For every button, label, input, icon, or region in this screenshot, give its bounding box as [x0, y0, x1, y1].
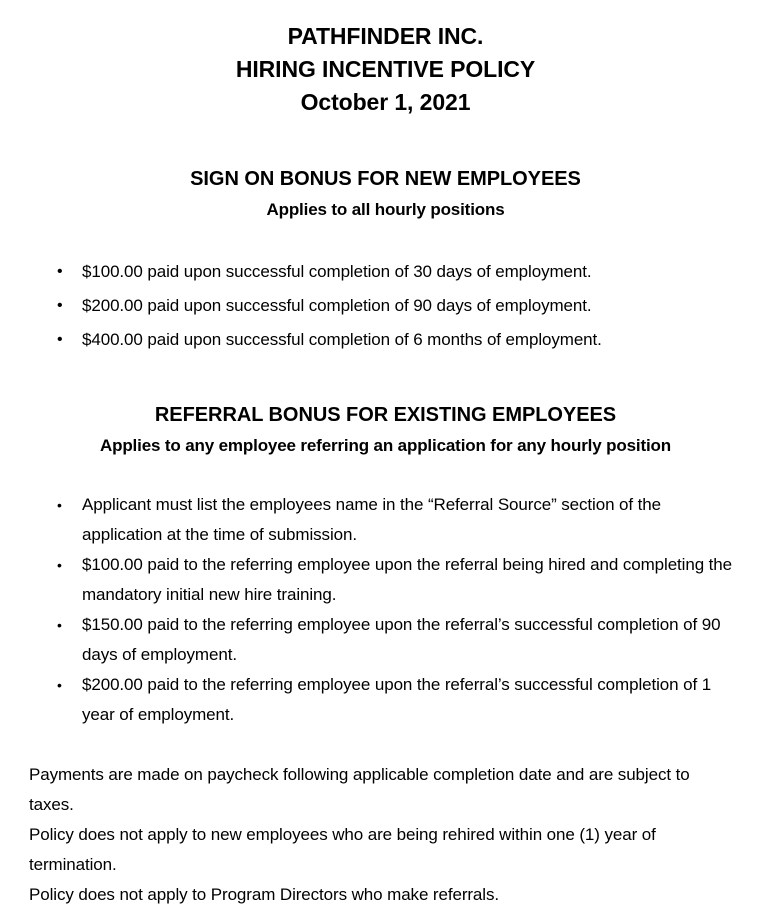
section-title: SIGN ON BONUS FOR NEW EMPLOYEES [190, 168, 581, 190]
closing-paragraph: Policy does not apply to Program Directors who make referrals. [29, 885, 499, 904]
spacer-after-title [29, 119, 742, 164]
section-subtitle: Applies to all hourly positions [266, 200, 505, 219]
list-item: • $200.00 paid upon successful completion of 90 days of employment. [29, 290, 742, 321]
closing-paragraph: Payments are made on paycheck following applicable completion date and are subject to taxes. [29, 765, 690, 814]
section-title: REFERRAL BONUS FOR EXISTING EMPLOYEES [154, 404, 617, 426]
document-title-block [29, 20, 742, 119]
policy-name: HIRING INCENTIVE POLICY [235, 56, 536, 82]
spacer-before-referral-list [29, 460, 742, 490]
list-item: • $150.00 paid to the referring employee upon the referral’s successful completion of 90 days of employment. [29, 610, 742, 670]
list-item: • $100.00 paid upon successful completion of 30 days of employment. [29, 256, 742, 287]
spacer-between-sections [29, 358, 742, 400]
list-item: • $100.00 paid to the referring employee upon the referral being hired and completing the mandatory initial new hire training. [29, 550, 742, 610]
list-item: • Applicant must list the employees name in the “Referral Source” section of the application at the time of submission. [29, 490, 742, 550]
section-subtitle: Applies to any employee referring an application for any hourly position [99, 436, 672, 455]
referral-bonus-list [29, 490, 742, 730]
sign-on-bonus-list [29, 256, 742, 355]
section-heading-referral-bonus [29, 400, 742, 460]
closing-paragraphs [29, 760, 742, 910]
spacer-before-sign-on-list [29, 224, 742, 256]
policy-date: October 1, 2021 [300, 89, 471, 115]
company-name: PATHFINDER INC. [287, 23, 484, 49]
list-item: • $200.00 paid to the referring employee upon the referral’s successful completion of 1 year of employment. [29, 670, 742, 730]
list-item: • $400.00 paid upon successful completion of 6 months of employment. [29, 324, 742, 355]
section-heading-sign-on-bonus [29, 164, 742, 224]
spacer-before-closing [29, 730, 742, 760]
closing-paragraph: Policy does not apply to new employees who are being rehired within one (1) year of termination. [29, 825, 656, 874]
